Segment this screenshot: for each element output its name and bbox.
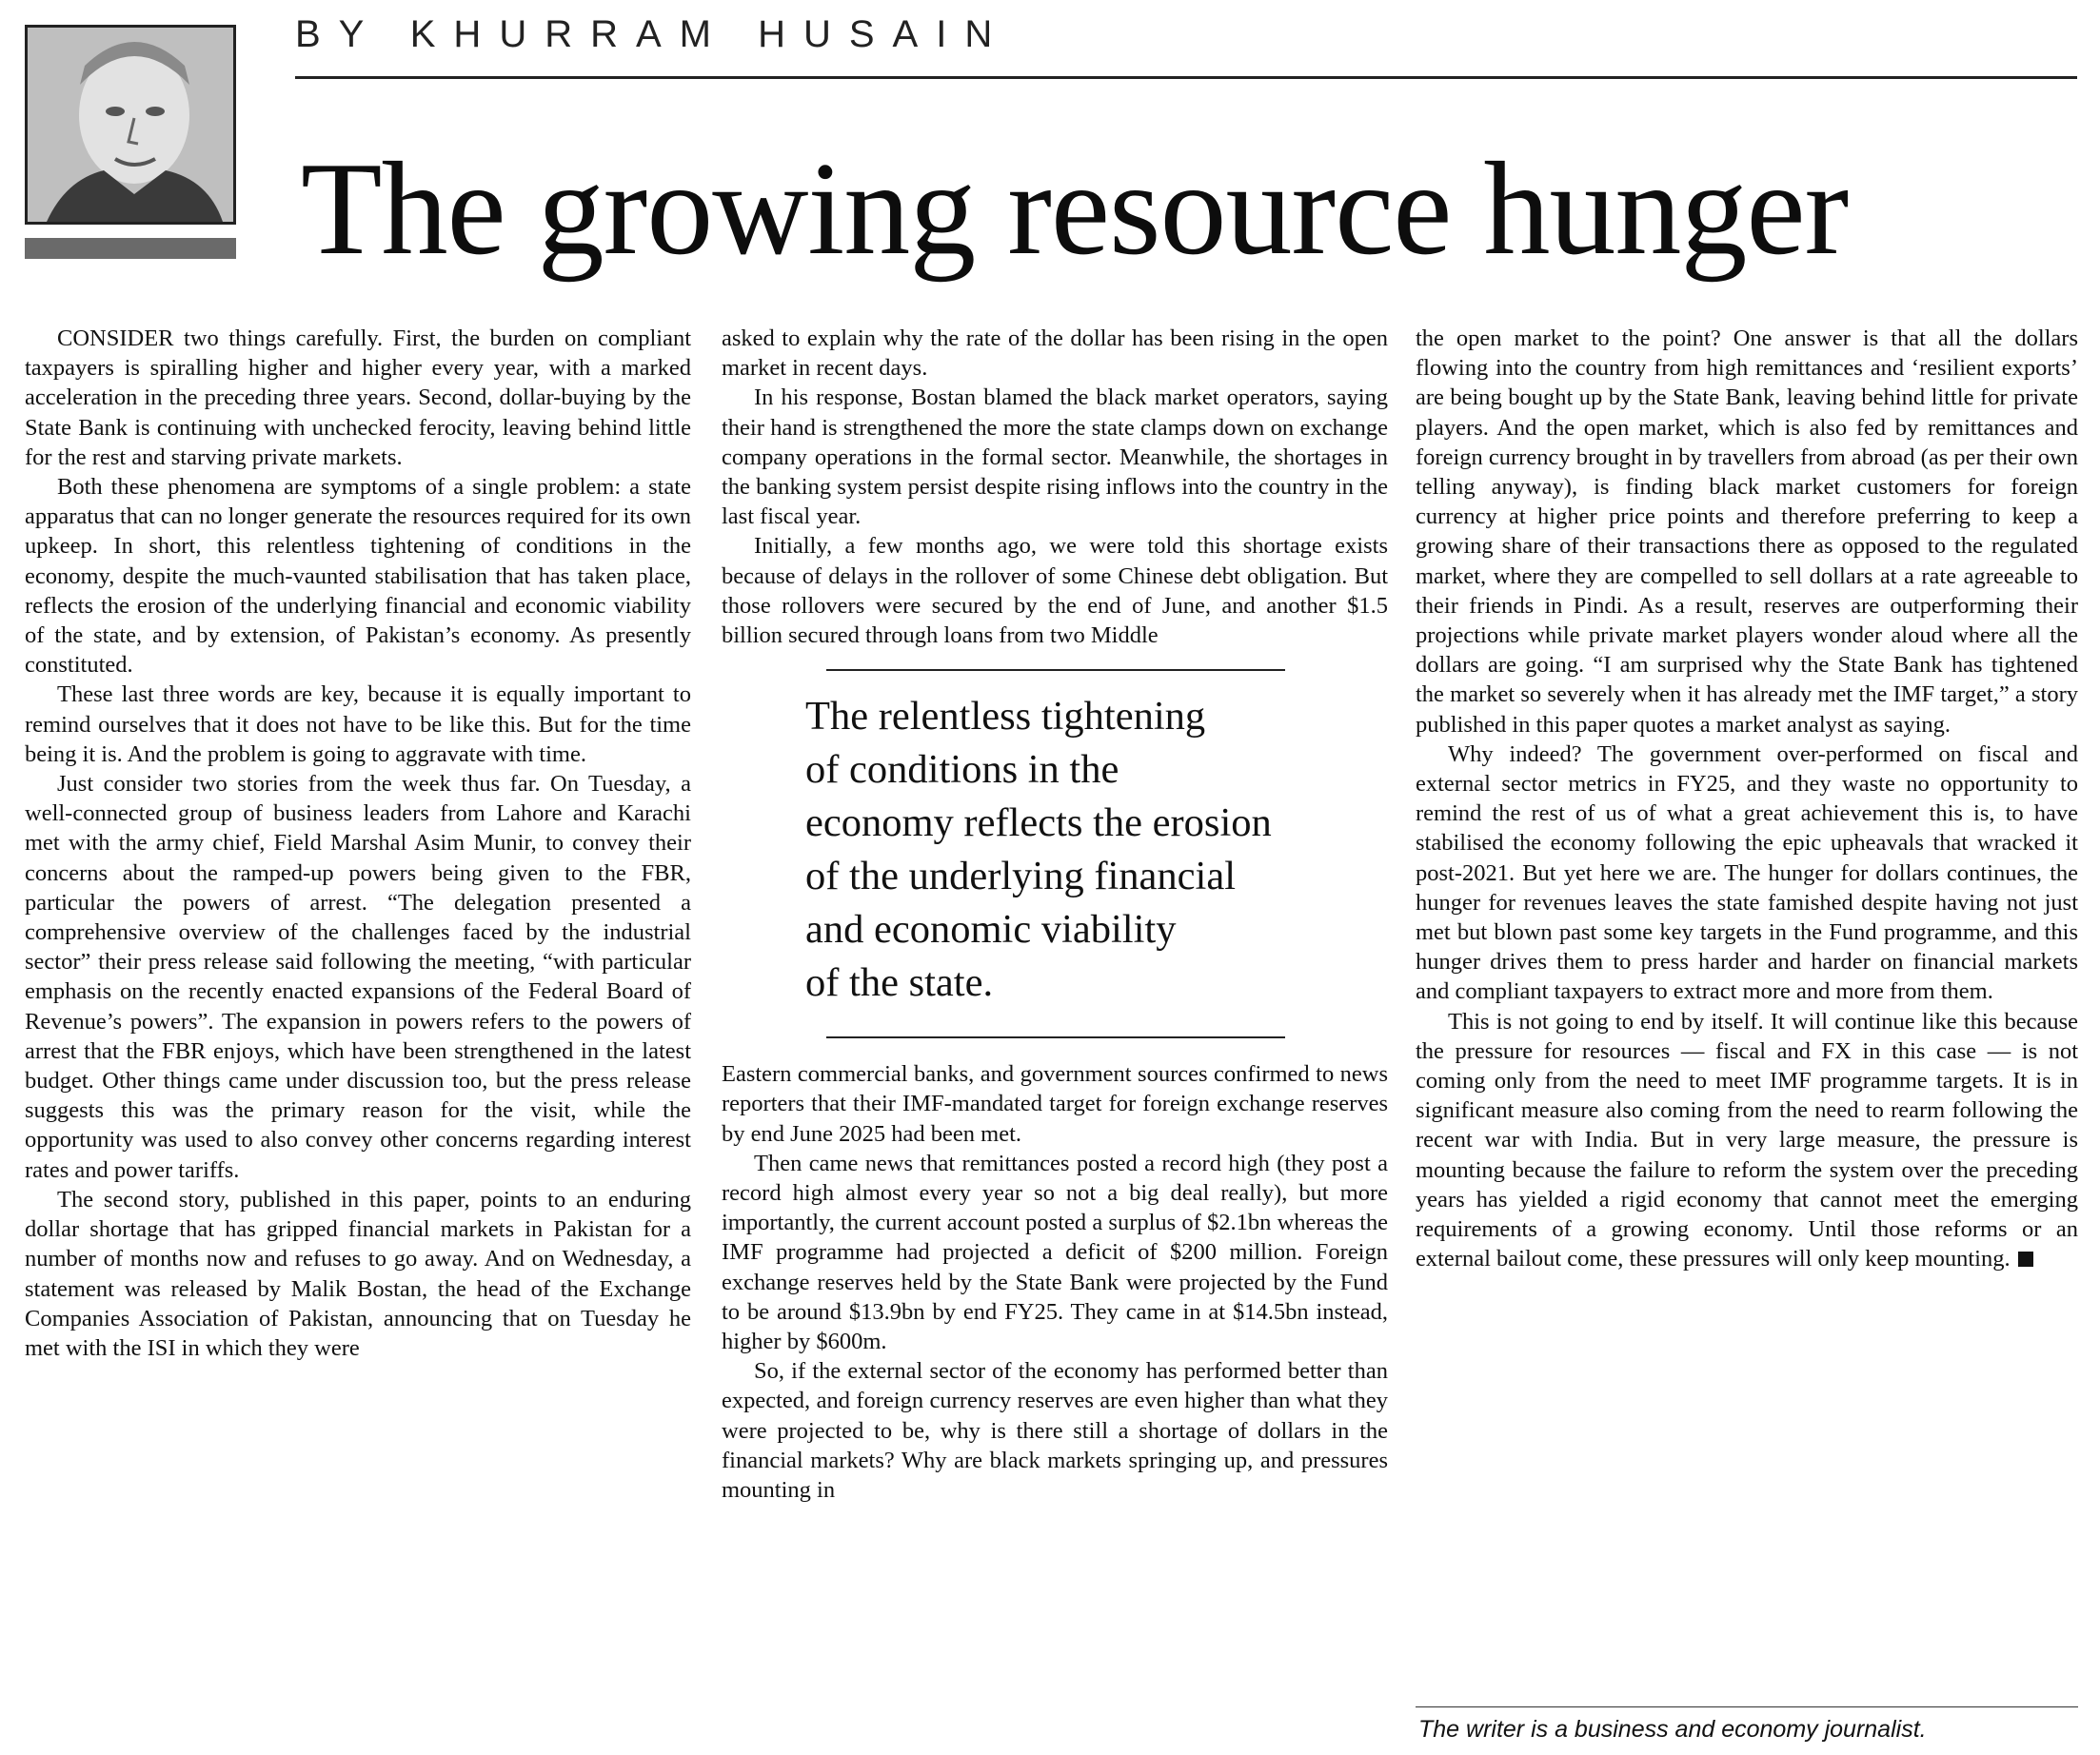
paragraph: [1416, 1007, 2078, 1274]
paragraph-text: This is not going to end by itself. It will continue like this because the pressure for resources — fiscal and FX in this case — is not coming only from the need to meet IMF programme targets. It is in significant measure also coming from the need to rearm following the recent war with India. But in very large measure, the pressure is mounting because the failure to reform the system over the preceding years has yielded a rigid economy that cannot meet the emerging requirements of a growing economy. Until those reforms or an external bailout come, these pressures will only keep mounting.: [1416, 1008, 2078, 1272]
pull-quote: [805, 669, 1285, 1038]
paragraph: CONSIDER two things carefully. First, the burden on compliant taxpayers is spiralling higher and higher every year, with a marked acceleration in the preceding three years. Second, dollar-buying by the State Bank is continuing with unchecked ferocity, leaving behind little for the rest and starving private markets.: [25, 325, 691, 470]
end-mark-icon: [2018, 1252, 2033, 1267]
column-3: [1416, 324, 2078, 1274]
footer-rule: [1416, 1706, 2078, 1707]
paragraph: Just consider two stories from the week thus far. On Tuesday, a well-connected group of business leaders from Lahore and Karachi met with the army chief, Field Marshal Asim Munir, to convey their concerns about the ramped-up powers being given to the FBR, particular the powers of arrest. “The delegation presented a comprehensive overview of the challenges faced by the industrial sector” their press release said following the meeting, “with particular emphasis on the recently enacted expansions of the Federal Board of Revenue’s powers”. The expansion in powers refers to the powers of arrest that the FBR enjoys, which have been strengthened in the latest budget. Other things came under discussion too, but the press release suggests this was the primary reason for the visit, while the opportunity was used to also convey other concerns regarding interest rates and power tariffs.: [25, 771, 691, 1183]
author-photo: [25, 25, 236, 225]
paragraph: These last three words are key, because it is equally important to remind ourselves that it does not have to be like this. But for the time being it is. And the problem is going to aggravate with time.: [25, 681, 691, 767]
column-2: [722, 324, 1388, 1505]
byline: BY KHURRAM HUSAIN: [295, 13, 1011, 55]
top-rule: [295, 76, 2077, 79]
paragraph: Initially, a few months ago, we were told this shortage exists because of delays in the rollover of some Chinese debt obligation. But those rollovers were secured by the end of June, and another $1.5 billion secured through loans from two Middle: [722, 533, 1388, 649]
photo-bar: [25, 238, 236, 259]
paragraph: The second story, published in this paper, points to an enduring dollar shortage that has gripped financial markets in Pakistan for a number of months now and refuses to go away. And on Wednesday, a statement was released by Malik Bostan, the head of the Exchange Companies Association of Pakistan, announcing that on Tuesday he met with the ISI in which they were: [25, 1186, 691, 1361]
author-portrait-icon: [28, 28, 233, 222]
paragraph: So, if the external sector of the economy has performed better than expected, and foreign currency reserves are even higher than what they were projected to be, why is there still a shortage of dollars in the financial markets? Why are black markets springing up, and pressures mounting in: [722, 1358, 1388, 1504]
writer-note: The writer is a business and economy journalist.: [1418, 1716, 1927, 1743]
headline: The growing resource hunger: [301, 135, 1849, 283]
paragraph: asked to explain why the rate of the dollar has been rising in the open market in recent days.: [722, 325, 1388, 382]
paragraph: Eastern commercial banks, and government sources confirmed to news reporters that their IMF-mandated target for foreign exchange reserves by end June 2025 had been met.: [722, 1061, 1388, 1147]
paragraph: In his response, Bostan blamed the black market operators, saying their hand is strengthened the more the state clamps down on exchange company operations in the formal sector. Meanwhile, the shortages in the banking system persist despite rising inflows into the country in the last fiscal year.: [722, 385, 1388, 530]
paragraph: Then came news that remittances posted a record high (they post a record high almost every year so not a big deal really), but more importantly, the current account posted a surplus of $2.1bn whereas the IMF programme had projected a deficit of $200 million. Foreign exchange reserves held by the State Bank were projected by the Fund to be around $13.9bn by end FY25. They came in at $14.5bn instead, higher by $600m.: [722, 1150, 1388, 1355]
pull-quote-text: The relentless tightening of conditions in the economy reflects the erosion of the underlying financial and economic viability of the state.: [805, 694, 1272, 1006]
paragraph: the open market to the point? One answer is that all the dollars flowing into the country from high remittances and ‘resilient exports’ are being bought up by the State Bank, leaving behind little for private players. And the open market, which is also fed by remittances and foreign currency brought in by travellers from abroad (as per their own telling anyway), is finding black market customers for foreign currency at higher price points and therefore preferring to keep a growing share of their transactions there as opposed to the regulated market, where they are compelled to sell dollars at a rate agreeable to their friends in Pindi. As a result, reserves are outperforming their projections while private market players wonder aloud where all the dollars are going. “I am surprised why the State Bank has tightened the market so severely when it has already met the IMF target,” a story published in this paper quotes a market analyst as saying.: [1416, 325, 2078, 738]
column-1: [25, 324, 691, 1363]
paragraph: Why indeed? The government over-performed on fiscal and external sector metrics in FY25, and they waste no opportunity to remind the rest of us of what a great achievement this is, to have stabilised the economy following the epic upheavals that wracked it post-2021. But yet here we are. The hunger for dollars continues, the hunger for revenues leaves the state famished despite having not just met but blown past some key targets in the Fund programme, and this hunger drives them to press harder and harder on financial markets and compliant taxpayers to extract more and more from them.: [1416, 740, 2078, 1005]
paragraph: Both these phenomena are symptoms of a single problem: a state apparatus that can no longer generate the resources required for its own upkeep. In short, this relentless tightening of conditions in the economy, despite the much-vaunted stabilisation that has taken place, reflects the erosion of the underlying financial and economic viability of the state, and by extension, of Pakistan’s economy. As presently constituted.: [25, 474, 692, 679]
